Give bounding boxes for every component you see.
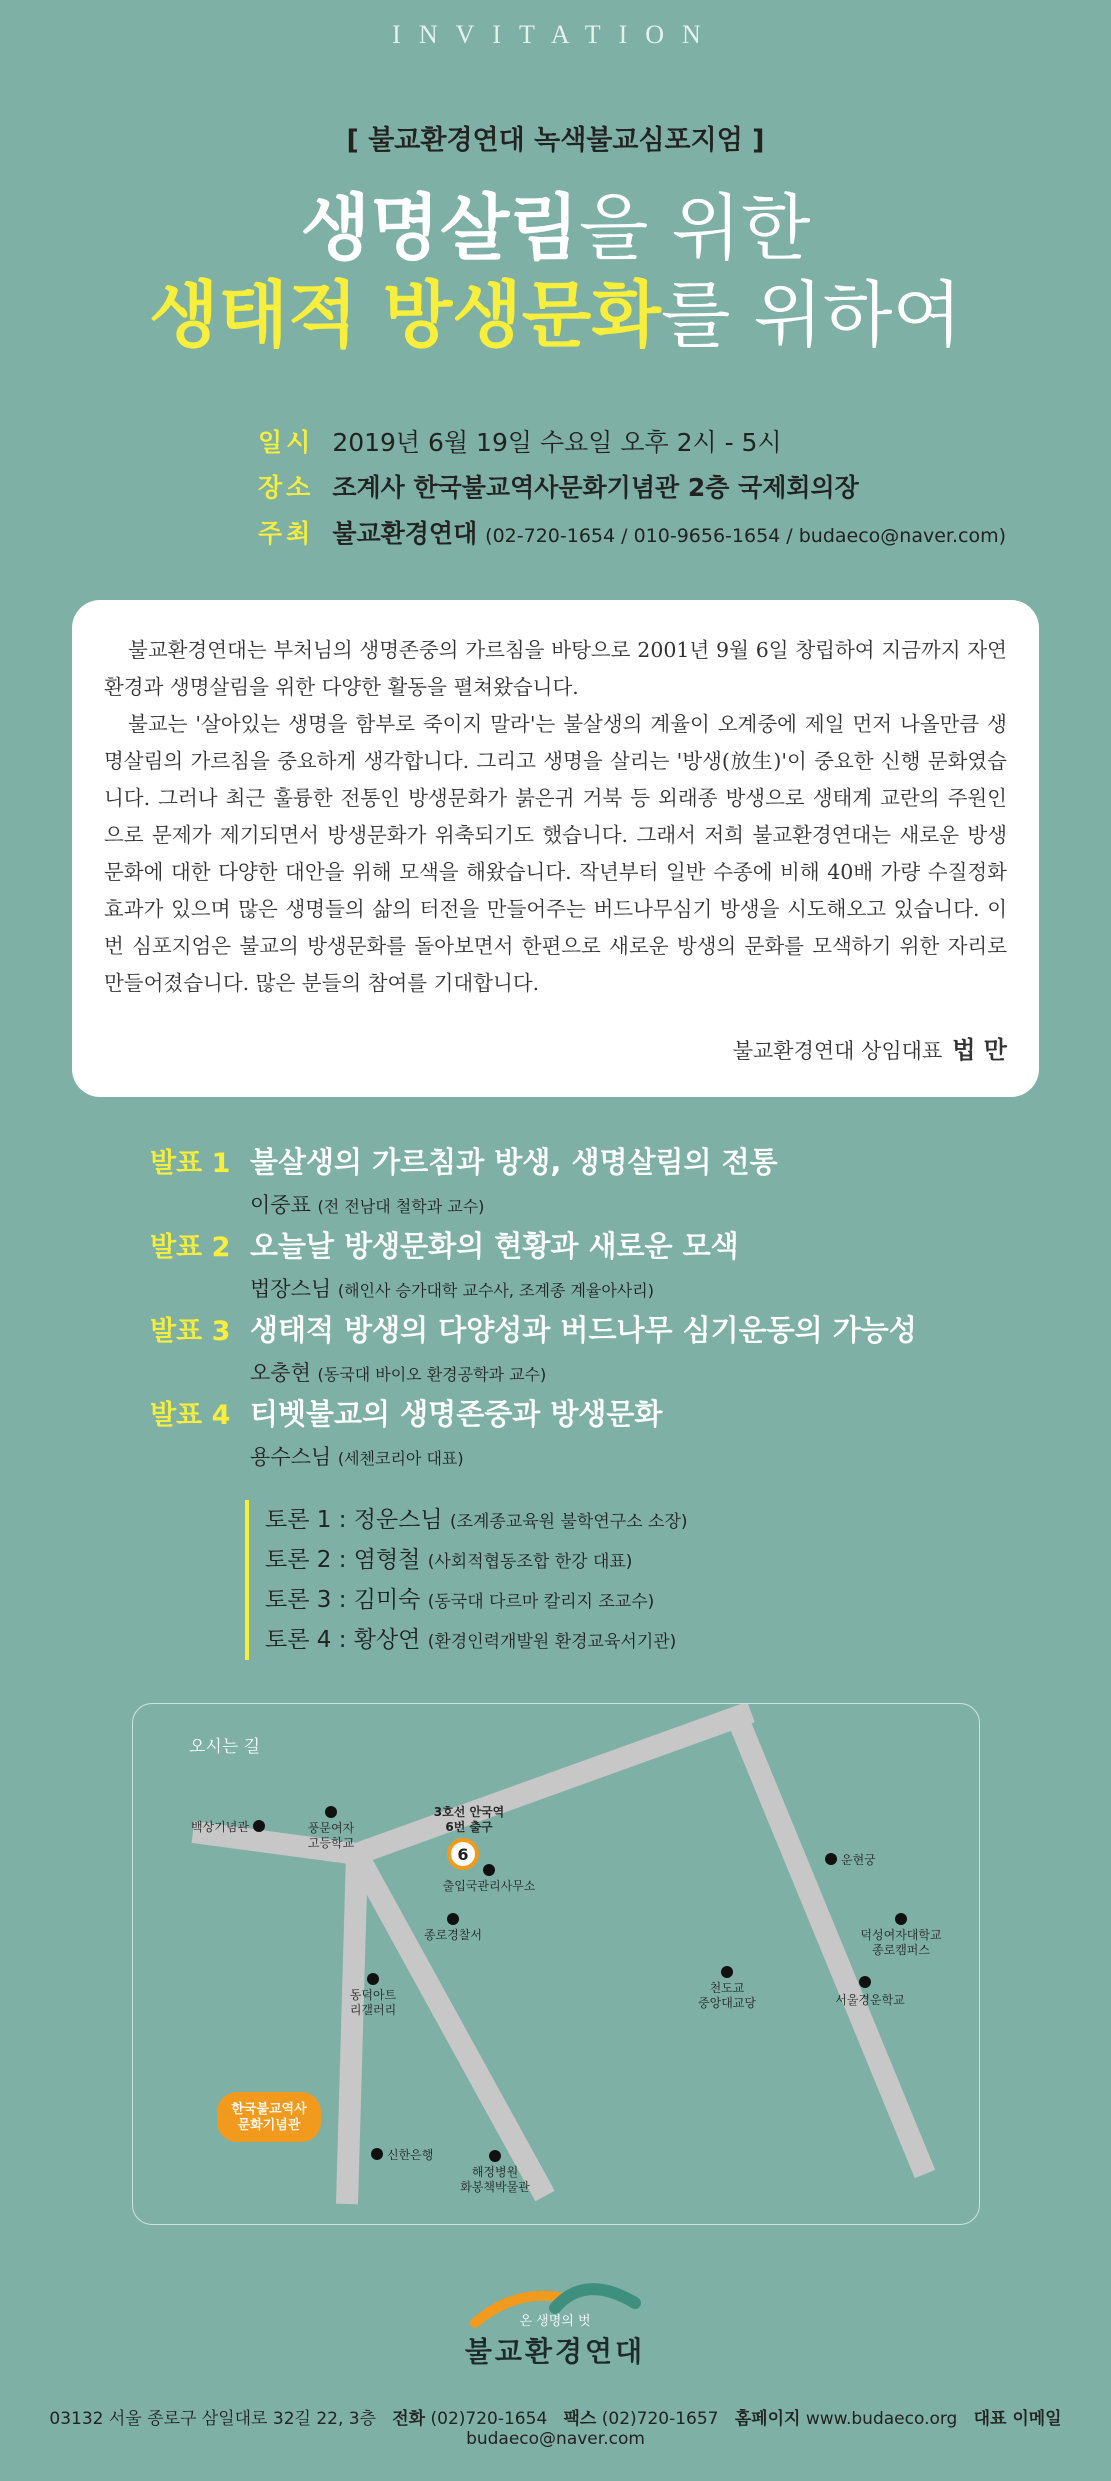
title-rest-2: 를 위하여: [660, 273, 963, 357]
discussion-affiliation: (조계종교육원 불학연구소 소장): [449, 1512, 688, 1532]
title-emphasis-2: 생태적 방생문화: [148, 273, 661, 357]
landmark-dot-icon: [825, 1853, 837, 1865]
footer-phone: (02)720-1654: [430, 2409, 548, 2429]
footer-fax-label: 팩스: [563, 2409, 597, 2429]
landmark-label: 해정병원 화봉책박물관: [460, 2165, 530, 2194]
discussion-list: [245, 1500, 688, 1660]
title-line-2: [0, 275, 1111, 355]
place-value: 조계사 한국불교역사문화기념관 2층 국제회의장: [332, 473, 859, 502]
presentation-speaker-line: [250, 1189, 1050, 1219]
footer-phone-label: 전화: [392, 2409, 426, 2429]
signature-name: 법 만: [952, 1036, 1007, 1064]
landmark-dot-icon: [489, 2150, 501, 2162]
discussion-label: 토론 3 : 김미숙: [265, 1587, 421, 1613]
directions-map: [132, 1703, 980, 2225]
title-emphasis-1: 생명살림: [300, 186, 579, 270]
landmark-label: 풍문여자 고등학교: [307, 1821, 355, 1850]
title-line-1: [0, 188, 1111, 268]
landmark-label: 백상기념관: [191, 1820, 249, 1834]
presentation-speaker-line: [250, 1273, 1050, 1303]
discussion-item: [265, 1620, 688, 1660]
footer-contact: [0, 2404, 1111, 2449]
landmark-dot-icon: [371, 2148, 383, 2160]
letter-paragraph-1: 불교환경연대는 부처님의 생명존중의 가르침을 바탕으로 2001년 9월 6일 창립하여 지금까지 자연환경과 생명살림을 위한 다양한 활동을 펼쳐왔습니다.: [104, 638, 1007, 699]
presentation-speaker: 오충현: [250, 1361, 311, 1385]
presentation-affiliation: (세첸코리아 대표): [337, 1449, 464, 1468]
letter-signature: [733, 1030, 1007, 1065]
map-title: 오시는 길: [189, 1737, 261, 1757]
landmark-label: 덕성여자대학교 종로캠퍼스: [860, 1928, 942, 1957]
footer-web-label: 홈페이지: [734, 2409, 801, 2429]
date-value: 2019년 6월 19일 수요일 오후 2시 - 5시: [332, 428, 782, 457]
footer-address: 03132 서울 종로구 삼일대로 32길 22, 3층: [49, 2409, 377, 2429]
footer-web-link[interactable]: www.budaeco.org: [805, 2409, 958, 2429]
presentation-label: 발표 2: [150, 1232, 231, 1263]
landmark-dot-icon: [325, 1806, 337, 1818]
landmark-dot-icon: [859, 1976, 871, 1988]
presentation-title: 불살생의 가르침과 방생, 생명살림의 전통: [250, 1145, 778, 1179]
map-road: [347, 1854, 357, 2204]
presentation-label: 발표 1: [150, 1148, 231, 1179]
place-label: 장소: [258, 473, 315, 502]
presentation-item: [150, 1224, 1050, 1308]
map-road: [357, 1712, 751, 1854]
discussion-item: [265, 1580, 688, 1620]
date-label: 일시: [258, 428, 315, 457]
logo: [455, 2268, 655, 2378]
station-label: 3호선 안국역 6번 출구: [433, 1805, 505, 1834]
discussion-item: [265, 1540, 688, 1580]
exit-number: 6: [457, 1845, 469, 1864]
destination-label: 한국불교역사 문화기념관: [231, 2102, 307, 2133]
landmark-dot-icon: [367, 1973, 379, 1985]
host-label: 주최: [258, 519, 315, 548]
presentation-speaker: 용수스님: [250, 1445, 332, 1469]
presentation-speaker: 법장스님: [250, 1277, 332, 1301]
map-road: [357, 1854, 545, 2196]
presentation-label: 발표 4: [150, 1400, 231, 1431]
letter-card: [72, 600, 1039, 1097]
discussion-label: 토론 2 : 염형철: [265, 1547, 421, 1573]
presentation-affiliation: (전 전남대 철학과 교수): [317, 1197, 485, 1216]
discussion-label: 토론 4 : 황상연: [265, 1627, 421, 1653]
invitation-heading: INVITATION: [392, 20, 719, 49]
landmark-label: 천도교 중앙대교당: [698, 1981, 756, 2010]
presentation-item: [150, 1308, 1050, 1392]
footer-email-label: 대표 이메일: [973, 2409, 1062, 2429]
title-rest-1: 을 위한: [578, 186, 811, 270]
presentation-label: 발표 3: [150, 1316, 231, 1347]
letter-body: [104, 632, 1007, 1002]
host-value: 불교환경연대: [332, 519, 478, 548]
landmark-dot-icon: [483, 1864, 495, 1876]
presentation-affiliation: (해인사 승가대학 교수사, 조계종 계율아사리): [337, 1281, 654, 1300]
landmark-label: 신한은행: [387, 2148, 434, 2162]
info-place: [258, 468, 859, 504]
discussion-item: [265, 1500, 688, 1540]
presentation-speaker-line: [250, 1357, 1050, 1387]
destination-badge: [217, 2092, 321, 2142]
presentation-title: 티벳불교의 생명존중과 방생문화: [250, 1397, 663, 1431]
discussion-affiliation: (환경인력개발원 환경교육서기관): [427, 1632, 677, 1652]
presentation-item: [150, 1140, 1050, 1224]
landmark-label: 종로경찰서: [424, 1928, 482, 1942]
presentation-speaker-line: [250, 1441, 1050, 1471]
presentation-item: [150, 1392, 1050, 1476]
discussion-affiliation: (동국대 다르마 칼리지 조교수): [427, 1592, 655, 1612]
presentation-speaker: 이중표: [250, 1193, 311, 1217]
signature-role: 불교환경연대 상임대표: [732, 1039, 943, 1063]
landmark-dot-icon: [253, 1820, 265, 1832]
presentation-title: 생태적 방생의 다양성과 버드나무 심기운동의 가능성: [250, 1313, 917, 1347]
host-contact: (02-720-1654 / 010-9656-1654 / budaeco@naver.com): [485, 525, 1007, 547]
landmark-label: 출입국관리사무소: [442, 1879, 536, 1893]
presentation-title: 오늘날 방생문화의 현황과 새로운 모색: [250, 1229, 739, 1263]
presentation-list: [150, 1140, 1050, 1476]
landmark-label: 서울경운학교: [835, 1993, 905, 2007]
discussion-label: 토론 1 : 정운스님: [265, 1507, 443, 1533]
presentation-affiliation: (동국대 바이오 환경공학과 교수): [317, 1365, 547, 1384]
map-drawing: [133, 1704, 979, 2224]
info-date: [258, 423, 782, 459]
landmark-label: 운현궁: [841, 1853, 876, 1867]
discussion-affiliation: (사회적협동조합 한강 대표): [427, 1552, 633, 1572]
event-subtitle: [ 불교환경연대 녹색불교심포지엄 ]: [346, 125, 765, 156]
landmark-label: 동덕아트 리갤러리: [349, 1988, 397, 2017]
letter-paragraph-2: 불교는 '살아있는 생명을 함부로 죽이지 말라'는 불살생의 계율이 오계중에 제일 먼저 나올만큼 생명살림의 가르침을 중요하게 생각합니다. 그리고 생명을 살리는 '방생(放生)'이 중요한 신행 문화였습니다. 그러나 최근 훌륭한 전통인 방생문화가 붉은귀 거북 등 외래종 방생으로 생태계 교란의 주원인으로 문제가 제기되면서 방생문화가 위축되기도 했습니다. 그래서 저희 불교환경연대는 새로운 방생문화에 대한 다양한 대안을 위해 모색을 해왔습니다. 작년부터 일반 수종에 비해 40배 가량 수질정화효과가 있으며 많은 생명들의 삶의 터전을 만들어주는 버드나무심기 방생을 시도해오고 있습니다. 이번 심포지엄은 불교의 방생문화를 돌아보면서 한편으로 새로운 방생의 문화를 모색하기 위한 자리로 만들어졌습니다. 많은 분들의 참여를 기대합니다.: [104, 712, 1007, 995]
info-host: [258, 514, 1006, 550]
landmark-dot-icon: [895, 1913, 907, 1925]
logo-name: 불교환경연대: [464, 2335, 646, 2368]
footer-fax: (02)720-1657: [601, 2409, 719, 2429]
logo-tagline: 온 생명의 벗: [519, 2314, 591, 2329]
footer-email-link[interactable]: budaeco@naver.com: [466, 2429, 645, 2449]
landmark-dot-icon: [447, 1913, 459, 1925]
landmark-dot-icon: [721, 1966, 733, 1978]
